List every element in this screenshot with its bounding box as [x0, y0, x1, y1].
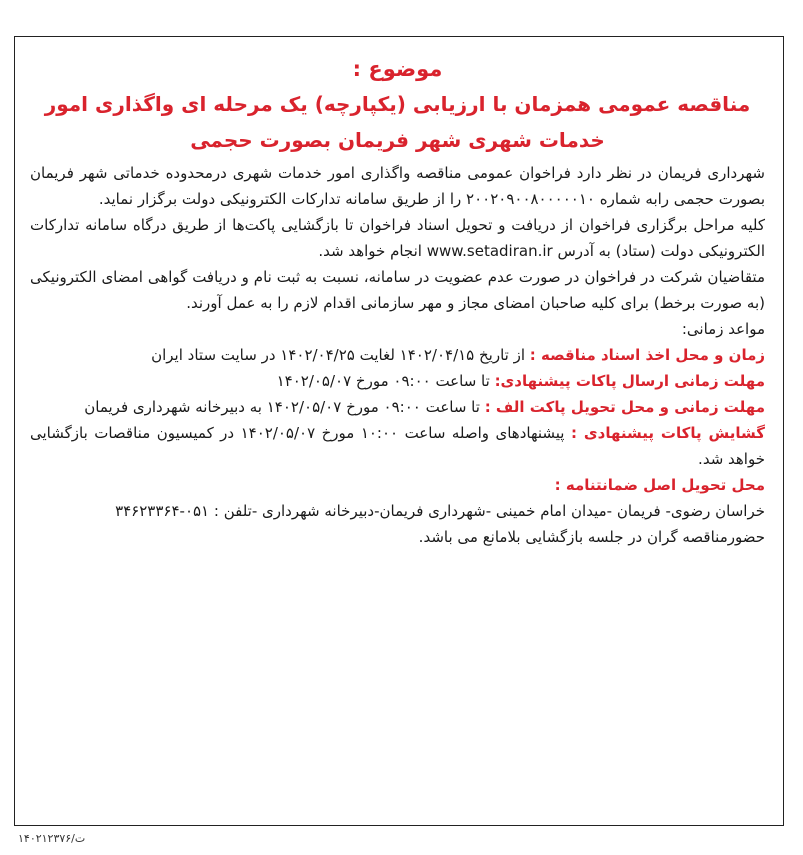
- notice-title-line-1: مناقصه عمومی همزمان با ارزیابی (یکپارچه) یک مرحله ای واگذاری امور: [44, 92, 751, 116]
- opening-label: گشایش پاکات پیشنهادی :: [570, 424, 765, 442]
- item-send-deadline: [30, 368, 765, 394]
- notice-content: [30, 52, 765, 550]
- envelope-delivery-label: مهلت زمانی و محل تحویل پاکت الف :: [484, 398, 765, 416]
- reference-code: ۱۴۰۲۱۲۳۷۶/ت: [18, 832, 86, 845]
- address-line: خراسان رضوی- فریمان -میدان امام خمینی -شهرداری فریمان-دبیرخانه شهرداری -تلفن : ۰۵۱-۳۴۶۲۳۳۶۴: [115, 502, 765, 520]
- schedule-heading: مواعد زمانی:: [681, 320, 765, 338]
- item-documents: [30, 342, 765, 368]
- notice-title-block: [30, 52, 765, 158]
- send-deadline-label: مهلت زمانی ارسال پاکات پیشنهادی:: [494, 372, 765, 390]
- documents-text: از تاریخ ۱۴۰۲/۰۴/۱۵ لغایت ۱۴۰۲/۰۴/۲۵ در سایت ستاد ایران: [151, 346, 530, 364]
- subject-label: موضوع :: [352, 57, 443, 81]
- item-envelope-delivery: [30, 394, 765, 420]
- closing-line: حضورمناقصه گران در جلسه بازگشایی بلامانع می باشد.: [418, 528, 765, 546]
- item-guarantee: [30, 472, 765, 498]
- paragraph-registration: متقاضیان شرکت در فراخوان در صورت عدم عضویت در سامانه، نسبت به ثبت نام و دریافت گواهی امضای الکترونیکی (به صورت برخط) برای کلیه صاحبان امضای مجاز و مهر سازمانی اقدام لازم را به عمل آورند.: [30, 268, 765, 312]
- envelope-delivery-text: تا ساعت ۰۹:۰۰ مورخ ۱۴۰۲/۰۵/۰۷ به دبیرخانه شهرداری فریمان: [84, 398, 485, 416]
- send-deadline-text: تا ساعت ۰۹:۰۰ مورخ ۱۴۰۲/۰۵/۰۷: [276, 372, 495, 390]
- item-opening: [30, 420, 765, 472]
- notice-title-line-2: خدمات شهری شهر فریمان بصورت حجمی: [190, 128, 605, 152]
- paragraph-intro: شهرداری فریمان در نظر دارد فراخوان عمومی مناقصه واگذاری امور خدمات شهری درمحدوده خدماتی شهر فریمان بصورت حجمی رابه شماره ۲۰۰۲۰۹۰۰۸۰۰۰۰۰۱۰ را از طریق سامانه تدارکات الکترونیکی دولت برگزار نماید.: [30, 164, 765, 208]
- paragraph-procedure: کلیه مراحل برگزاری فراخوان از دریافت و تحویل اسناد فراخوان تا بازگشایی پاکت‌ها از طریق درگاه سامانه تدارکات الکترونیکی دولت (ستاد) به آدرس www.setadiran.ir انجام خواهد شد.: [30, 216, 765, 260]
- documents-label: زمان و محل اخذ اسناد مناقصه :: [529, 346, 765, 364]
- opening-text: پیشنهادهای واصله ساعت ۱۰:۰۰ مورخ ۱۴۰۲/۰۵/۰۷ در کمیسیون مناقصات بازگشایی خواهد شد.: [30, 424, 765, 468]
- guarantee-label: محل تحویل اصل ضمانتنامه :: [554, 476, 765, 494]
